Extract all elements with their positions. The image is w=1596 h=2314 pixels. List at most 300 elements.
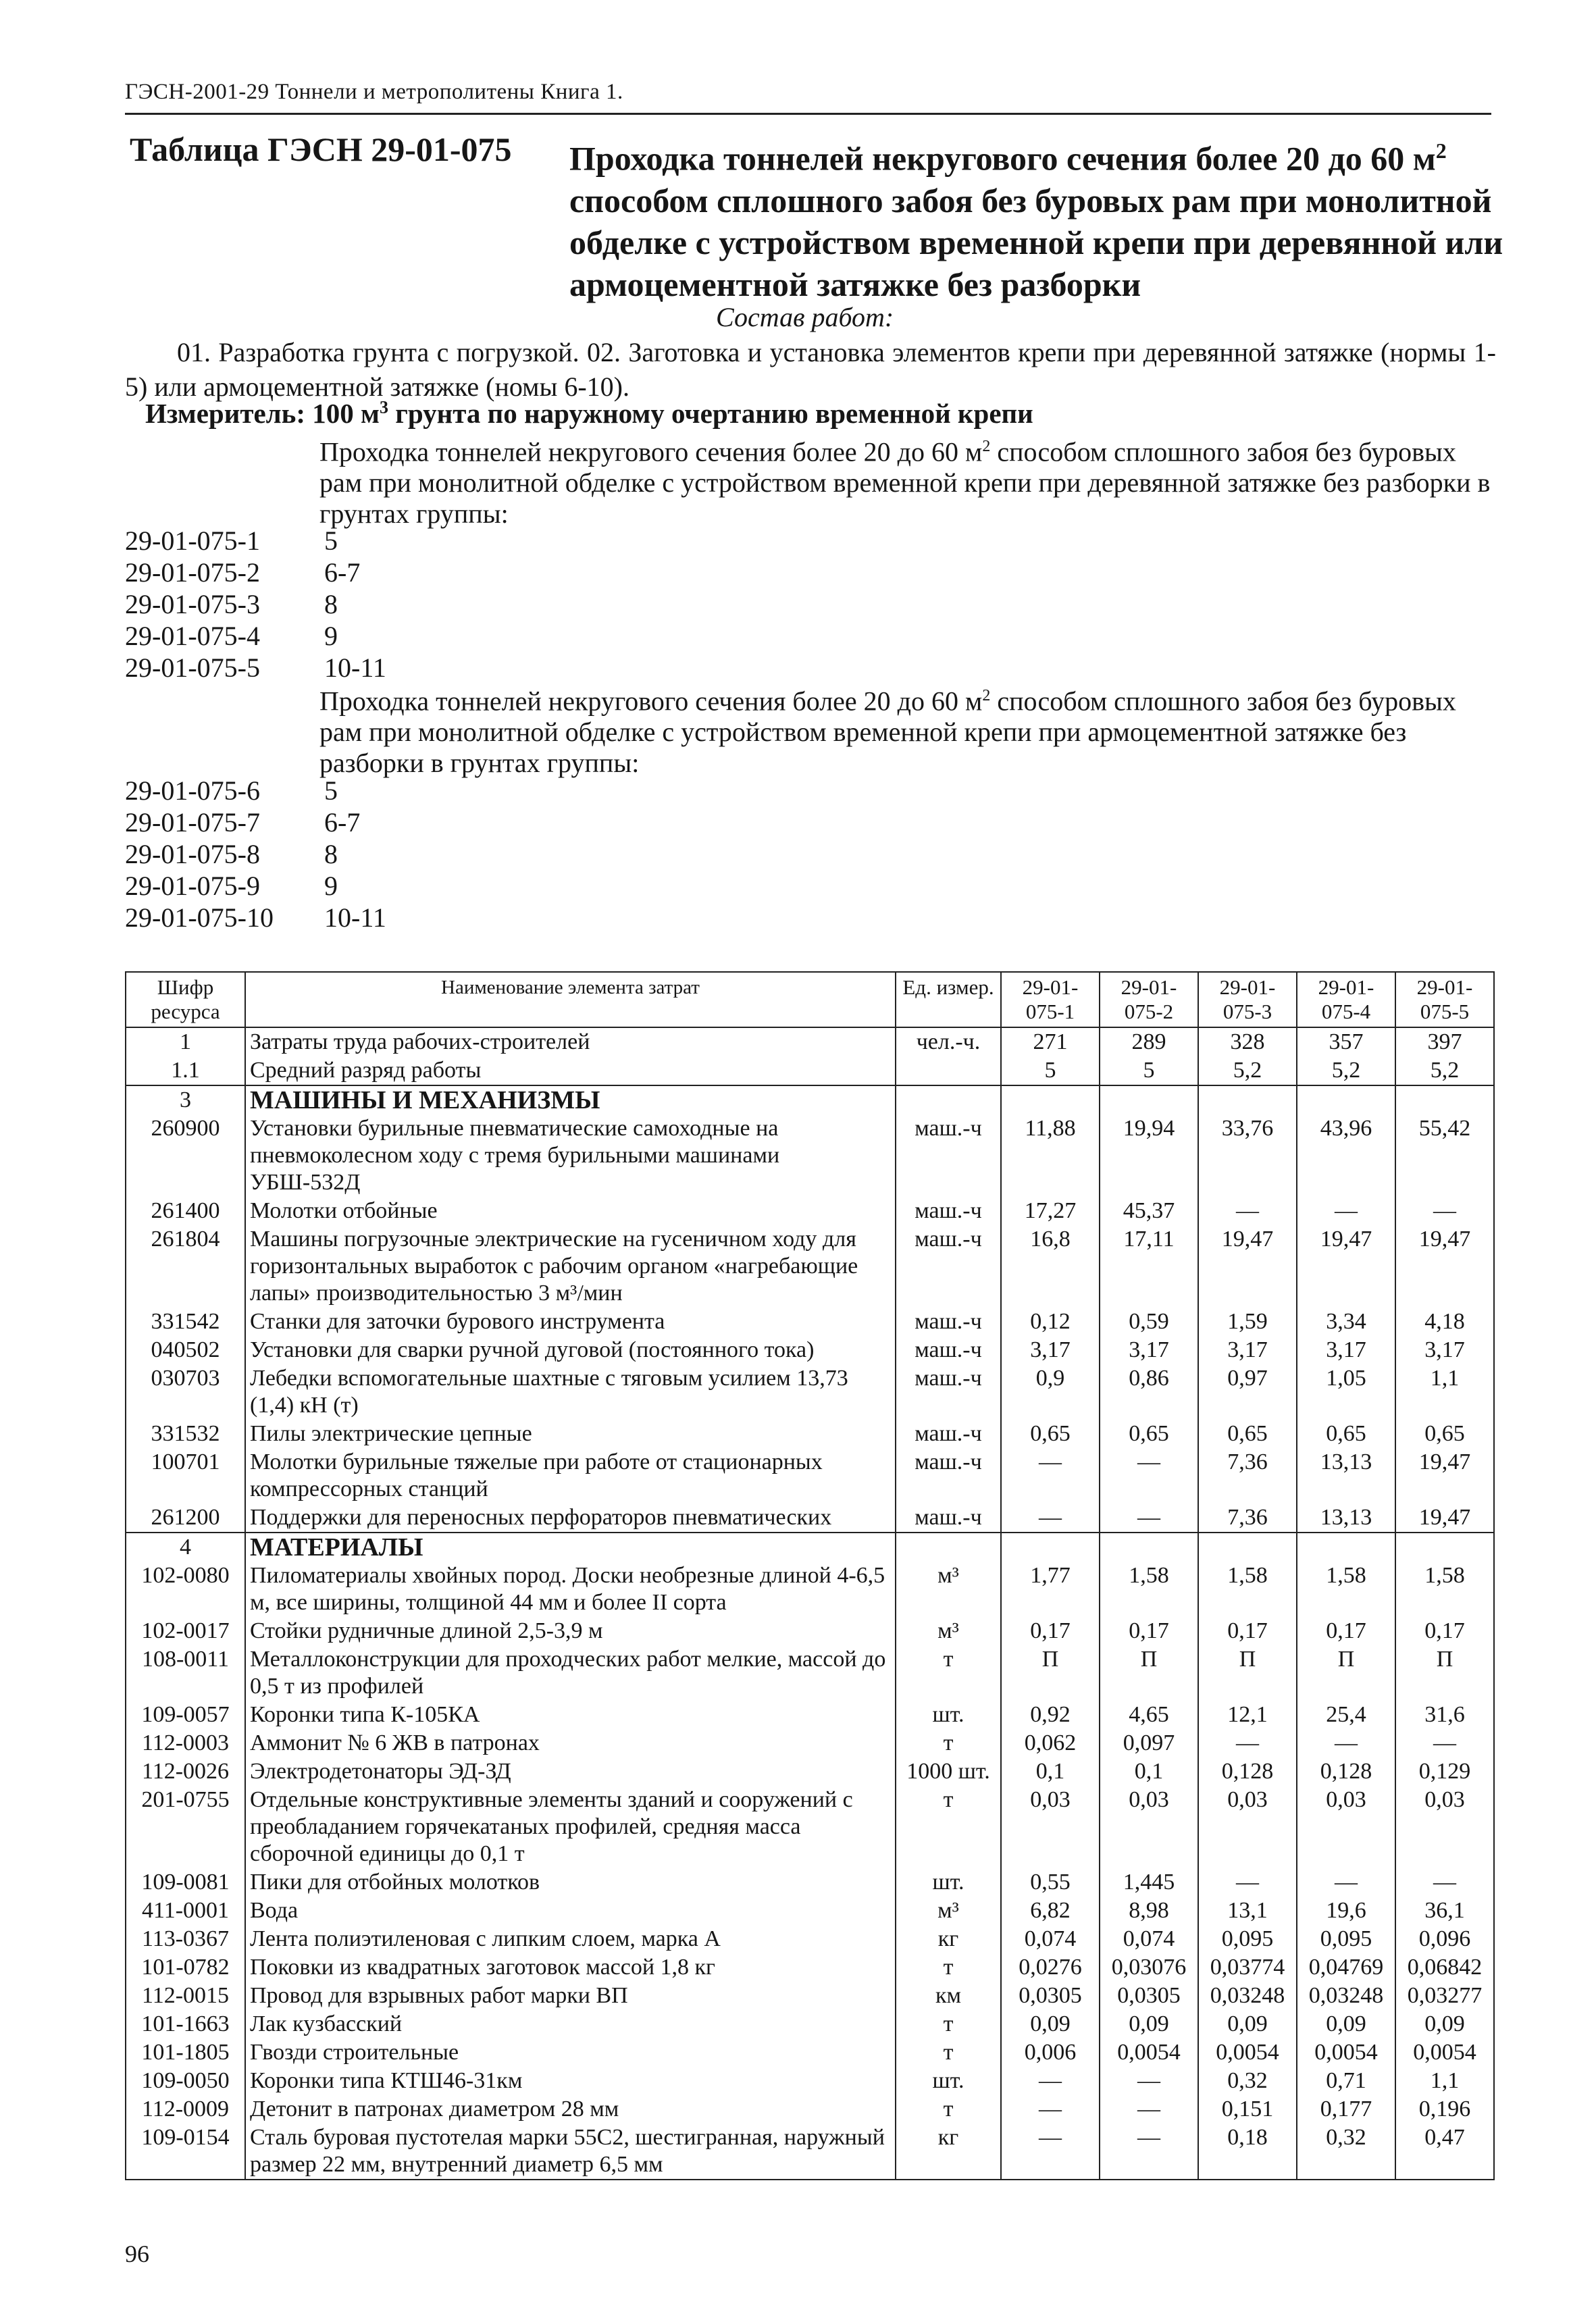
table-header-row xyxy=(126,972,1494,1027)
resource-value: 1,445 xyxy=(1100,1868,1198,1897)
meter-value: 100 м xyxy=(305,398,380,429)
soil-group: 5 xyxy=(324,775,338,806)
resource-value: 0,0305 xyxy=(1100,1982,1198,2010)
table-row xyxy=(126,1448,1494,1503)
resource-value: — xyxy=(1198,1729,1297,1757)
resource-value: П xyxy=(1100,1645,1198,1701)
resource-code: 411-0001 xyxy=(126,1897,245,1925)
table-row xyxy=(126,1027,1494,1056)
norm-code: 29-01-075-4 xyxy=(125,621,260,651)
table-row xyxy=(126,1757,1494,1786)
table-row xyxy=(126,1533,1494,1562)
resource-name: Провод для взрывных работ марки ВП xyxy=(245,1982,896,2010)
table-row xyxy=(126,1868,1494,1897)
resource-value: 0,18 xyxy=(1198,2124,1297,2180)
resource-value: 357 xyxy=(1297,1027,1395,1056)
soil-group: 10-11 xyxy=(324,902,386,933)
resource-name: Пики для отбойных молотков xyxy=(245,1868,896,1897)
meter-sup: 3 xyxy=(379,397,388,417)
resource-value: 0,128 xyxy=(1198,1757,1297,1786)
resource-value: 0,128 xyxy=(1297,1757,1395,1786)
meter-value-post: грунта по наружному очертанию временной крепи xyxy=(388,398,1033,429)
resource-name: Пиломатериалы хвойных пород. Доски необрезные длиной 4-6,5 м, все ширины, толщиной 44 мм и более II сорта xyxy=(245,1562,896,1617)
table-row xyxy=(126,1197,1494,1225)
table-title-main: Проходка тоннелей некругового сечения более 20 до 60 м xyxy=(569,139,1436,178)
resource-code: 261400 xyxy=(126,1197,245,1225)
resource-name: Детонит в патронах диаметром 28 мм xyxy=(245,2095,896,2124)
resource-unit: 1000 шт. xyxy=(896,1757,1001,1786)
table-row xyxy=(126,1645,1494,1701)
resource-value: — xyxy=(1395,1729,1494,1757)
resource-unit: м³ xyxy=(896,1562,1001,1617)
resource-value: 0,09 xyxy=(1100,2010,1198,2038)
resource-unit: м³ xyxy=(896,1897,1001,1925)
resource-value: 1,58 xyxy=(1395,1562,1494,1617)
resource-name: Лак кузбасский xyxy=(245,2010,896,2038)
resource-value: 33,76 xyxy=(1198,1114,1297,1197)
resource-value: 0,65 xyxy=(1001,1420,1100,1448)
resource-unit: маш.-ч xyxy=(896,1503,1001,1533)
resource-unit: маш.-ч xyxy=(896,1448,1001,1503)
resource-value: 0,074 xyxy=(1001,1925,1100,1953)
resource-value: 0,32 xyxy=(1198,2067,1297,2095)
resource-value: 45,37 xyxy=(1100,1197,1198,1225)
resource-unit: т xyxy=(896,2095,1001,2124)
resource-value: 0,32 xyxy=(1297,2124,1395,2180)
norm-code: 29-01-075-2 xyxy=(125,557,260,588)
resource-code: 109-0057 xyxy=(126,1701,245,1729)
resource-value: — xyxy=(1297,1197,1395,1225)
resource-name: Аммонит № 6 ЖВ в патронах xyxy=(245,1729,896,1757)
resource-value: 0,65 xyxy=(1395,1420,1494,1448)
resource-code: 201-0755 xyxy=(126,1786,245,1868)
resource-value: 0,0276 xyxy=(1001,1953,1100,1982)
resource-value: 0,17 xyxy=(1100,1617,1198,1645)
resource-name: Лебедки вспомогательные шахтные с тяговым усилием 13,73 (1,4) кН (т) xyxy=(245,1364,896,1420)
resource-unit xyxy=(896,1085,1001,1114)
resource-value: 0,12 xyxy=(1001,1308,1100,1336)
intro-1-sup: 2 xyxy=(982,438,991,455)
resource-value: 0,65 xyxy=(1100,1420,1198,1448)
intro-1-text: Проходка тоннелей некругового сечения более 20 до 60 м xyxy=(319,436,983,467)
resource-code: 102-0017 xyxy=(126,1617,245,1645)
page-number: 96 xyxy=(125,2240,149,2267)
resource-value: 5,2 xyxy=(1198,1056,1297,1085)
resource-unit: маш.-ч xyxy=(896,1420,1001,1448)
resource-value: — xyxy=(1001,1503,1100,1533)
resource-value: 0,1 xyxy=(1100,1757,1198,1786)
resource-value: 0,0054 xyxy=(1198,2038,1297,2067)
resource-value: 0,177 xyxy=(1297,2095,1395,2124)
resource-name: Машины погрузочные электрические на гусеничном ходу для горизонтальных выработок с рабочим органом «нагребающие лапы» производительностью 3 м³/мин xyxy=(245,1225,896,1308)
resource-value: 0,09 xyxy=(1297,2010,1395,2038)
resource-value xyxy=(1198,1085,1297,1114)
resource-value xyxy=(1001,1085,1100,1114)
resource-unit: маш.-ч xyxy=(896,1197,1001,1225)
resource-unit: маш.-ч xyxy=(896,1114,1001,1197)
resource-value: 0,86 xyxy=(1100,1364,1198,1420)
resource-value: — xyxy=(1100,1448,1198,1503)
resource-table xyxy=(125,971,1495,2180)
resource-name: Гвозди строительные xyxy=(245,2038,896,2067)
resource-unit: чел.-ч. xyxy=(896,1027,1001,1056)
resource-value: 0,04769 xyxy=(1297,1953,1395,1982)
table-title xyxy=(569,130,1515,305)
resource-unit: т xyxy=(896,1645,1001,1701)
header-unit: Ед. измер. xyxy=(896,972,1001,1027)
resource-name: Поковки из квадратных заготовок массой 1,8 кг xyxy=(245,1953,896,1982)
resource-code: 260900 xyxy=(126,1114,245,1197)
resource-value: 0,65 xyxy=(1198,1420,1297,1448)
resource-value: 0,47 xyxy=(1395,2124,1494,2180)
resource-code: 1 xyxy=(126,1027,245,1056)
table-title-rest: способом сплошного забоя без буровых рам при монолитной обделке с устройством временной крепи при деревянной или армоцементной затяжке без разборки xyxy=(569,181,1503,303)
resource-value xyxy=(1198,1533,1297,1562)
resource-code: 112-0009 xyxy=(126,2095,245,2124)
table-row xyxy=(126,2010,1494,2038)
resource-value: 0,03076 xyxy=(1100,1953,1198,1982)
table-row xyxy=(126,1562,1494,1617)
resource-value: 1,1 xyxy=(1395,1364,1494,1420)
resource-value: 0,062 xyxy=(1001,1729,1100,1757)
resource-value: П xyxy=(1198,1645,1297,1701)
code-list-item xyxy=(125,902,386,933)
resource-name: Электродетонаторы ЭД-ЗД xyxy=(245,1757,896,1786)
resource-unit: маш.-ч xyxy=(896,1308,1001,1336)
resource-value: — xyxy=(1297,1868,1395,1897)
table-row xyxy=(126,1085,1494,1114)
resource-unit xyxy=(896,1056,1001,1085)
resource-name: Металлоконструкции для проходческих работ мелкие, массой до 0,5 т из профилей xyxy=(245,1645,896,1701)
table-title-sup: 2 xyxy=(1435,138,1447,163)
resource-value: 19,47 xyxy=(1395,1503,1494,1533)
norm-code: 29-01-075-7 xyxy=(125,807,260,838)
resource-value: 0,92 xyxy=(1001,1701,1100,1729)
resource-name: Пилы электрические цепные xyxy=(245,1420,896,1448)
resource-unit: шт. xyxy=(896,1701,1001,1729)
resource-value: 11,88 xyxy=(1001,1114,1100,1197)
resource-value: 5 xyxy=(1100,1056,1198,1085)
resource-value: 36,1 xyxy=(1395,1897,1494,1925)
resource-unit: т xyxy=(896,2010,1001,2038)
soil-group: 9 xyxy=(324,621,338,651)
header-col-5: 29-01-075-5 xyxy=(1395,972,1494,1027)
resource-code: 331542 xyxy=(126,1308,245,1336)
norm-code: 29-01-075-9 xyxy=(125,871,260,901)
header-code: Шифр ресурса xyxy=(126,972,245,1027)
resource-value: 17,27 xyxy=(1001,1197,1100,1225)
resource-value: 7,36 xyxy=(1198,1448,1297,1503)
resource-value xyxy=(1297,1533,1395,1562)
resource-value: 0,09 xyxy=(1001,2010,1100,2038)
resource-value: — xyxy=(1198,1868,1297,1897)
composition-heading: Состав работ: xyxy=(716,302,894,332)
code-list-armocement xyxy=(125,775,386,933)
resource-value: — xyxy=(1100,2095,1198,2124)
table-row xyxy=(126,1982,1494,2010)
resource-value: 0,03774 xyxy=(1198,1953,1297,1982)
resource-name: Затраты труда рабочих-строителей xyxy=(245,1027,896,1056)
resource-value: 1,58 xyxy=(1198,1562,1297,1617)
resource-code: 109-0050 xyxy=(126,2067,245,2095)
meter-label: Измеритель: xyxy=(145,398,306,429)
table-label: Таблица ГЭСН 29-01-075 xyxy=(130,130,512,168)
resource-unit: т xyxy=(896,1729,1001,1757)
resource-value: 5,2 xyxy=(1395,1056,1494,1085)
resource-value: 0,03248 xyxy=(1297,1982,1395,2010)
resource-value xyxy=(1100,1533,1198,1562)
table-row xyxy=(126,1503,1494,1533)
resource-value: — xyxy=(1100,1503,1198,1533)
resource-unit: маш.-ч xyxy=(896,1364,1001,1420)
resource-code: 1.1 xyxy=(126,1056,245,1085)
norm-code: 29-01-075-3 xyxy=(125,589,260,619)
header-col-4: 29-01-075-4 xyxy=(1297,972,1395,1027)
resource-value: 0,0054 xyxy=(1297,2038,1395,2067)
resource-value: 19,47 xyxy=(1395,1225,1494,1308)
resource-value: 0,06842 xyxy=(1395,1953,1494,1982)
resource-value: 4,65 xyxy=(1100,1701,1198,1729)
resource-value: 13,13 xyxy=(1297,1448,1395,1503)
resource-code: 261804 xyxy=(126,1225,245,1308)
resource-value: 0,0054 xyxy=(1100,2038,1198,2067)
composition-text: 01. Разработка грунта с погрузкой. 02. Заготовка и установка элементов крепи при деревянной затяжке (нормы 1-5) или армоцементной затяжке (номы 6-10). xyxy=(125,337,1496,402)
resource-code: 102-0080 xyxy=(126,1562,245,1617)
resource-value: — xyxy=(1297,1729,1395,1757)
resource-value: 1,58 xyxy=(1100,1562,1198,1617)
resource-value: 0,17 xyxy=(1001,1617,1100,1645)
resource-value: 1,58 xyxy=(1297,1562,1395,1617)
resource-value: 0,97 xyxy=(1198,1364,1297,1420)
resource-value: 0,006 xyxy=(1001,2038,1100,2067)
resource-value: 0,71 xyxy=(1297,2067,1395,2095)
resource-value: 0,03 xyxy=(1001,1786,1100,1868)
resource-unit: м³ xyxy=(896,1617,1001,1645)
resource-code: 100701 xyxy=(126,1448,245,1503)
intro-block-wooden xyxy=(319,431,1495,530)
resource-code: 261200 xyxy=(126,1503,245,1533)
resource-value: 55,42 xyxy=(1395,1114,1494,1197)
resource-value: 7,36 xyxy=(1198,1503,1297,1533)
resource-value: 3,17 xyxy=(1297,1336,1395,1364)
resource-value xyxy=(1395,1085,1494,1114)
resource-value: П xyxy=(1297,1645,1395,1701)
resource-value: 0,1 xyxy=(1001,1757,1100,1786)
resource-name: Сталь буровая пустотелая марки 55С2, шестигранная, наружный размер 22 мм, внутренний диаметр 6,5 мм xyxy=(245,2124,896,2180)
code-list-item xyxy=(125,775,386,806)
resource-value: 0,9 xyxy=(1001,1364,1100,1420)
resource-value: 328 xyxy=(1198,1027,1297,1056)
resource-value: 25,4 xyxy=(1297,1701,1395,1729)
code-list-item xyxy=(125,652,386,684)
table-row xyxy=(126,1225,1494,1308)
code-list-item xyxy=(125,838,386,870)
resource-value: 13,1 xyxy=(1198,1897,1297,1925)
table-row xyxy=(126,1925,1494,1953)
resource-name: Стойки рудничные длиной 2,5-3,9 м xyxy=(245,1617,896,1645)
resource-value: 1,05 xyxy=(1297,1364,1395,1420)
resource-unit: шт. xyxy=(896,1868,1001,1897)
resource-value: 5,2 xyxy=(1297,1056,1395,1085)
resource-value: 1,59 xyxy=(1198,1308,1297,1336)
resource-value: 0,17 xyxy=(1395,1617,1494,1645)
soil-group: 10-11 xyxy=(324,652,386,683)
resource-value: — xyxy=(1395,1197,1494,1225)
resource-unit: маш.-ч xyxy=(896,1336,1001,1364)
intro-block-armocement xyxy=(319,680,1495,779)
resource-value: 3,17 xyxy=(1395,1336,1494,1364)
resource-value: 19,47 xyxy=(1297,1225,1395,1308)
resource-value: П xyxy=(1395,1645,1494,1701)
soil-group: 6-7 xyxy=(324,807,361,838)
table-row xyxy=(126,1897,1494,1925)
resource-value xyxy=(1100,1085,1198,1114)
norm-code: 29-01-075-6 xyxy=(125,775,260,806)
table-row xyxy=(126,1336,1494,1364)
resource-code: 331532 xyxy=(126,1420,245,1448)
norm-code: 29-01-075-5 xyxy=(125,652,260,683)
header-col-2: 29-01-075-2 xyxy=(1100,972,1198,1027)
resource-name: Молотки бурильные тяжелые при работе от стационарных компрессорных станций xyxy=(245,1448,896,1503)
resource-value: — xyxy=(1395,1868,1494,1897)
resource-name: МАТЕРИАЛЫ xyxy=(245,1533,896,1562)
resource-value: 3,17 xyxy=(1198,1336,1297,1364)
resource-value: 4,18 xyxy=(1395,1308,1494,1336)
resource-name: Установки для сварки ручной дуговой (постоянного тока) xyxy=(245,1336,896,1364)
resource-value: 0,0305 xyxy=(1001,1982,1100,2010)
resource-value: — xyxy=(1001,2095,1100,2124)
resource-unit xyxy=(896,1533,1001,1562)
table-row xyxy=(126,1364,1494,1420)
intro-2-text-post: способом сплошного забоя без буровых рам при монолитной обделке с устройством временной крепи при армоцементной затяжке без разборки в грунтах группы: xyxy=(319,686,1456,779)
norm-code: 29-01-075-8 xyxy=(125,839,260,869)
norm-code: 29-01-075-10 xyxy=(125,902,274,933)
resource-value: 0,59 xyxy=(1100,1308,1198,1336)
resource-code: 113-0367 xyxy=(126,1925,245,1953)
table-row xyxy=(126,1114,1494,1197)
code-list-item xyxy=(125,588,386,620)
meter-line xyxy=(145,397,1033,430)
resource-value: 397 xyxy=(1395,1027,1494,1056)
resource-value: 0,55 xyxy=(1001,1868,1100,1897)
resource-value: 13,13 xyxy=(1297,1503,1395,1533)
table-row xyxy=(126,1786,1494,1868)
resource-value: 0,151 xyxy=(1198,2095,1297,2124)
code-list-wooden xyxy=(125,525,386,684)
resource-value: 0,196 xyxy=(1395,2095,1494,2124)
resource-name: Лента полиэтиленовая с липким слоем, марка А xyxy=(245,1925,896,1953)
resource-value: П xyxy=(1001,1645,1100,1701)
resource-value: 0,096 xyxy=(1395,1925,1494,1953)
table-row xyxy=(126,1056,1494,1085)
resource-value: — xyxy=(1001,2124,1100,2180)
soil-group: 8 xyxy=(324,589,338,619)
resource-unit: т xyxy=(896,1786,1001,1868)
resource-value xyxy=(1001,1533,1100,1562)
resource-value: 5 xyxy=(1001,1056,1100,1085)
resource-value: 31,6 xyxy=(1395,1701,1494,1729)
resource-value: 0,129 xyxy=(1395,1757,1494,1786)
resource-name: Коронки типа КТШ46-31км xyxy=(245,2067,896,2095)
resource-value: 19,6 xyxy=(1297,1897,1395,1925)
resource-name: МАШИНЫ И МЕХАНИЗМЫ xyxy=(245,1085,896,1114)
intro-2-sup: 2 xyxy=(982,687,991,704)
resource-value: 16,8 xyxy=(1001,1225,1100,1308)
resource-unit: кг xyxy=(896,1925,1001,1953)
resource-value: — xyxy=(1001,1448,1100,1503)
resource-name: Вода xyxy=(245,1897,896,1925)
resource-value: — xyxy=(1198,1197,1297,1225)
norm-code: 29-01-075-1 xyxy=(125,525,260,556)
table-row xyxy=(126,1953,1494,1982)
resource-value: 3,17 xyxy=(1100,1336,1198,1364)
resource-code: 108-0011 xyxy=(126,1645,245,1701)
resource-value: 0,03 xyxy=(1198,1786,1297,1868)
resource-value: 0,03 xyxy=(1297,1786,1395,1868)
code-list-item xyxy=(125,806,386,838)
resource-code: 109-0154 xyxy=(126,2124,245,2180)
header-col-1: 29-01-075-1 xyxy=(1001,972,1100,1027)
resource-value: 19,47 xyxy=(1198,1225,1297,1308)
table-row xyxy=(126,1701,1494,1729)
resource-unit: т xyxy=(896,1953,1001,1982)
soil-group: 5 xyxy=(324,525,338,556)
resource-name: Молотки отбойные xyxy=(245,1197,896,1225)
resource-value: 6,82 xyxy=(1001,1897,1100,1925)
resource-code: 4 xyxy=(126,1533,245,1562)
resource-value: — xyxy=(1100,2124,1198,2180)
soil-group: 9 xyxy=(324,871,338,901)
resource-value: 3,34 xyxy=(1297,1308,1395,1336)
intro-1-text-post: способом сплошного забоя без буровых рам при монолитной обделке с устройством временной крепи при деревянной затяжке без разборки в грунтах группы: xyxy=(319,436,1491,530)
resource-value: 0,09 xyxy=(1198,2010,1297,2038)
resource-name: Отдельные конструктивные элементы зданий и сооружений с преобладанием горячекатаных профилей, средняя масса сборочной единицы до 0,1 т xyxy=(245,1786,896,1868)
resource-value: 3,17 xyxy=(1001,1336,1100,1364)
header-name: Наименование элемента затрат xyxy=(245,972,896,1027)
table-row xyxy=(126,2124,1494,2180)
resource-value: — xyxy=(1001,2067,1100,2095)
resource-value: 8,98 xyxy=(1100,1897,1198,1925)
code-list-item xyxy=(125,870,386,902)
resource-code: 101-1805 xyxy=(126,2038,245,2067)
resource-value: 0,095 xyxy=(1297,1925,1395,1953)
resource-value: 0,095 xyxy=(1198,1925,1297,1953)
table-row xyxy=(126,1729,1494,1757)
resource-value: 12,1 xyxy=(1198,1701,1297,1729)
resource-code: 112-0003 xyxy=(126,1729,245,1757)
table-row xyxy=(126,1617,1494,1645)
resource-name: Поддержки для переносных перфораторов пневматических xyxy=(245,1503,896,1533)
resource-code: 101-0782 xyxy=(126,1953,245,1982)
resource-value: 0,03 xyxy=(1100,1786,1198,1868)
resource-code: 040502 xyxy=(126,1336,245,1364)
intro-2-text: Проходка тоннелей некругового сечения более 20 до 60 м xyxy=(319,686,983,717)
resource-value: 0,09 xyxy=(1395,2010,1494,2038)
resource-value xyxy=(1297,1085,1395,1114)
resource-code: 101-1663 xyxy=(126,2010,245,2038)
resource-value: 19,47 xyxy=(1395,1448,1494,1503)
resource-code: 3 xyxy=(126,1085,245,1114)
resource-code: 030703 xyxy=(126,1364,245,1420)
resource-value: 1,1 xyxy=(1395,2067,1494,2095)
resource-value: 0,65 xyxy=(1297,1420,1395,1448)
resource-unit: т xyxy=(896,2038,1001,2067)
code-list-item xyxy=(125,557,386,588)
resource-value: 17,11 xyxy=(1100,1225,1198,1308)
header-col-3: 29-01-075-3 xyxy=(1198,972,1297,1027)
table-row xyxy=(126,2038,1494,2067)
table-row xyxy=(126,1308,1494,1336)
